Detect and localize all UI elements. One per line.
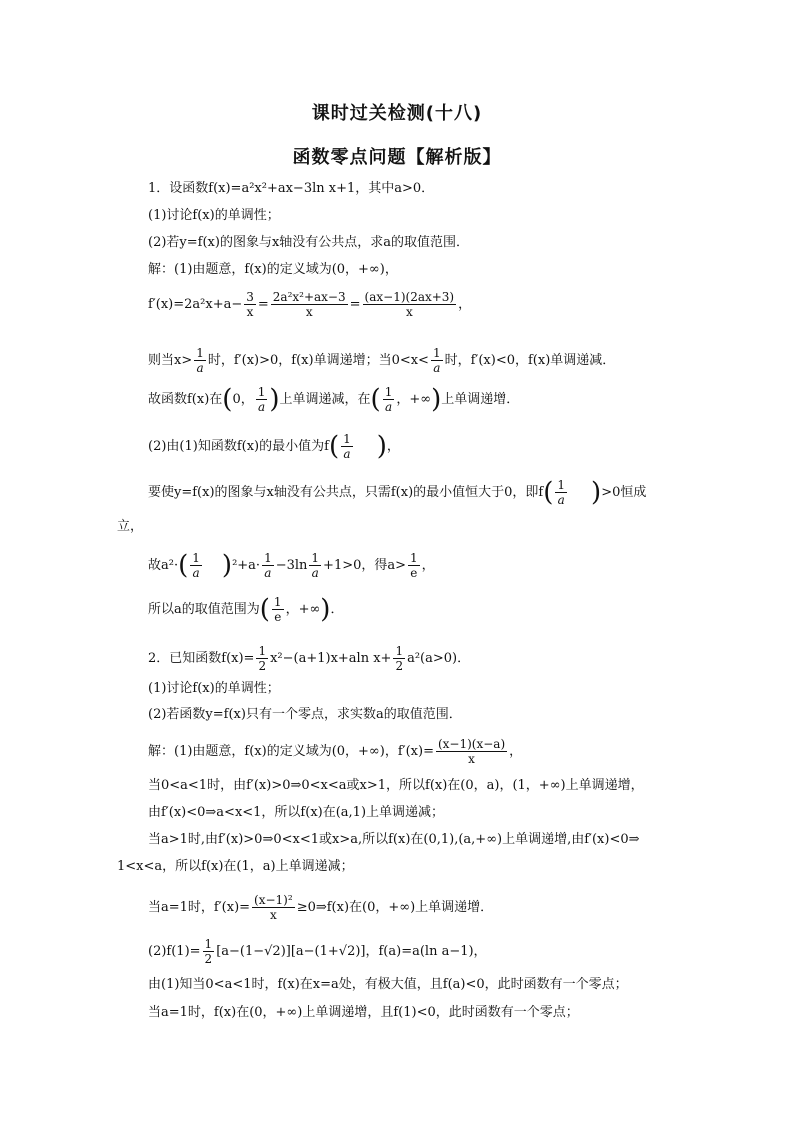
fraction-1-over-a [383,385,395,414]
fraction-1-over-a [262,551,274,580]
fraction-numerator: 1 [343,432,351,446]
fraction-denominator: x [246,305,254,319]
text-segment: 上单调递增． [441,392,520,407]
right-paren: ) [591,477,602,508]
solution-1-conclusion [148,385,519,414]
text-segment: 解：(1)由题意，f(x)的定义域为(0，+∞)，f′(x)= [148,744,434,759]
text-segment: ， [386,439,400,454]
fraction-numerator: 1 [196,346,204,360]
fraction-1-over-a [555,478,567,507]
fraction-denominator: x [305,305,313,319]
fraction-numerator: 1 [257,385,266,399]
fraction-1-over-a [309,551,321,580]
fraction-numerator: 1 [395,644,404,658]
left-paren: ( [328,431,340,462]
text-segment: ，+∞ [285,602,321,617]
fraction-denominator: x [405,305,413,319]
solution-2-case-a-gt-1-wrap: 1<x<a，所以f(x)在(1，a)上单调递减； [117,859,354,874]
fraction-numerator: (x−1)(x−a) [437,737,506,751]
fraction-1-over-e [408,551,420,580]
left-paren: ( [222,384,233,415]
text-segment: ， [509,744,523,759]
punctuation: ， [458,297,472,312]
solution-2-case-a-gt-1: 当a>1时,由f′(x)>0⇒0<x<1或x>a,所以f(x)在(0,1),(a,+∞)上单调递增,由f′(x)<0⇒ [148,832,640,847]
problem-1-part-1: (1)讨论f(x)的单调性； [148,208,280,223]
text-segment: 时，f′(x)>0，f(x)单调递增；当0<x< [207,353,429,368]
fraction-denominator: e [410,566,418,580]
solution-2-case-a-lt-1-zero: 由(1)知当0<a<1时，f(x)在x=a处，有极大值，且f(a)<0，此时函数有一个零点； [148,977,628,992]
fraction-numerator: 1 [192,551,200,565]
right-paren: ) [221,550,233,581]
solution-2-case-a-lt-1: 当0<a<1时，由f′(x)>0⇒0<x<a或x>1，所以f(x)在(0，a)，(1，+∞)上单调递增， [148,778,644,793]
fraction-denominator: a [433,361,441,375]
fraction-denominator: a [264,566,272,580]
text-segment: a²(a>0)． [407,651,471,666]
left-paren: ( [543,477,554,508]
fraction-denominator: a [557,493,565,507]
solution-2-case-a-eq-1-zero: 当a=1时，f(x)在(0，+∞)上单调递增，且f(1)<0，此时函数有一个零点； [148,1005,579,1020]
solution-1-part-2-min [148,432,400,461]
problem-1-part-2: (2)若y=f(x)的图象与x轴没有公共点，求a的取值范围． [148,235,470,250]
text-segment: 当a=1时，f′(x)= [148,900,251,915]
right-paren: ) [376,431,387,462]
equals-sign: = [349,297,361,312]
fraction-denominator: a [384,400,393,414]
fraction-denominator: 2 [395,659,404,673]
fraction-1-over-a [431,346,443,375]
fraction-numerator: (ax−1)(2ax+3) [364,290,455,304]
fraction-denominator: 2 [204,952,213,966]
text-segment: ， [421,558,435,573]
text-segment: >0恒成 [601,485,647,500]
page-subtitle: 函数零点问题【解析版】 [292,147,502,168]
problem-2-part-1: (1)讨论f(x)的单调性； [148,681,280,696]
fraction-denominator: a [257,400,266,414]
fraction-3-over-x [244,290,256,319]
text-segment: 故a²· [148,558,179,573]
fraction-numerator: 1 [273,595,282,609]
fraction-1-over-a [194,346,206,375]
fraction-numerator: 1 [432,346,441,360]
text-segment: 要使y=f(x)的图象与x轴没有公共点，只需f(x)的最小值恒大于0，即f [148,485,544,500]
fraction-denominator: a [311,566,319,580]
fraction-numerator: 1 [258,644,267,658]
solution-1-inequality [148,551,435,580]
fraction-1-over-2 [393,644,405,673]
fraction-numerator: 2a²x²+ax−3 [272,290,346,304]
solution-2-case-a-lt-1-decreasing: 由f′(x)<0⇒a<x<1，所以f(x)在(a,1)上单调递减； [148,805,445,820]
text-segment: ． [330,602,344,617]
fraction-1-over-2 [203,937,215,966]
solution-1-requirement-wrap: 立， [117,519,144,534]
fraction-factored [363,290,457,319]
fraction-numerator: 3 [246,290,254,304]
text-segment: 2．已知函数f(x)= [148,651,255,666]
text-segment: ≥0⇒f(x)在(0，+∞)上单调递增． [296,900,494,915]
text-segment: (2)f(1)= [148,944,201,959]
fraction-quadratic [271,290,348,319]
fraction-numerator: 1 [264,551,272,565]
text-segment: 所以a的取值范围为 [148,602,260,617]
text-segment: ²+a· [232,558,261,573]
solution-2-case-a-eq-1 [148,893,493,922]
text-segment: −3ln [275,558,308,573]
fraction-numerator: 1 [204,937,213,951]
solution-1-range [148,595,343,624]
left-paren: ( [178,550,189,581]
problem-2-statement [148,644,470,673]
text-segment: +1>0，得a> [323,558,407,573]
fraction-denominator: 2 [258,659,267,673]
problem-1-statement: 1．设函数f(x)=a²x²+ax−3ln x+1，其中a>0． [148,181,435,196]
derivative-lhs: f′(x)=2a²x+a− [148,297,243,312]
text-segment: [a−(1−√2)][a−(1+√2)]，f(a)=a(ln a−1)， [216,944,487,959]
text-segment: 上单调递减，在 [279,392,371,407]
fraction-denominator: a [196,361,204,375]
fraction-numerator: 1 [384,385,393,399]
equals-sign: = [257,297,269,312]
fraction-1-over-2 [256,644,268,673]
fraction-1-over-a [256,385,268,414]
solution-1-monotonicity [148,346,615,375]
fraction-denominator: a [192,566,200,580]
text-segment: 时，f′(x)<0，f(x)单调递减． [444,353,616,368]
text-segment: 则当x> [148,353,193,368]
fraction-1-over-a [341,432,353,461]
fraction-denominator: a [343,447,351,461]
page-title: 课时过关检测(十八) [311,103,483,124]
text-segment: x²−(a+1)x+aln x+ [270,651,392,666]
fraction-denominator: e [274,610,282,624]
right-paren: ) [320,594,331,625]
solution-1-requirement [148,478,646,507]
fraction-numerator: (x−1)² [254,893,293,907]
right-paren: ) [431,384,442,415]
fraction-1-over-a [190,551,202,580]
text-segment: (2)由(1)知函数f(x)的最小值为f [148,439,329,454]
text-segment: 0， [232,392,254,407]
solution-1-derivative [148,290,471,319]
right-paren: ) [269,384,280,415]
solution-2-part-2-values [148,937,487,966]
fraction-numerator: 1 [410,551,418,565]
solution-1-domain: 解：(1)由题意，f(x)的定义域为(0，+∞)， [148,262,398,277]
fraction-denominator: x [468,752,475,766]
solution-2-derivative [148,737,522,766]
fraction-numerator: 1 [557,478,566,492]
fraction-denominator: x [269,908,277,922]
problem-2-part-2: (2)若函数y=f(x)只有一个零点，求实数a的取值范围． [148,707,462,722]
fraction-derivative [436,737,507,766]
left-paren: ( [370,384,381,415]
left-paren: ( [259,594,270,625]
text-segment: 故函数f(x)在 [148,392,223,407]
fraction-square [252,893,295,922]
text-segment: ，+∞ [396,392,432,407]
fraction-1-over-e [272,595,284,624]
fraction-numerator: 1 [311,551,320,565]
